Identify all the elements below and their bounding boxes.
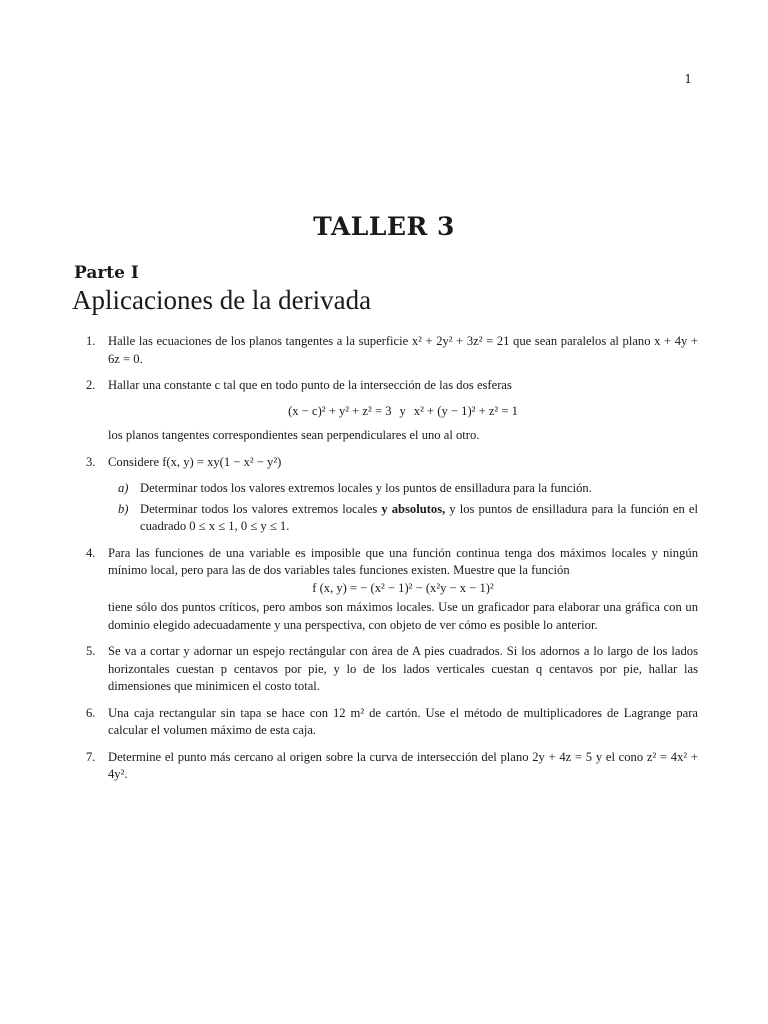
problem-number: 6. bbox=[86, 705, 96, 720]
problem-text: Hallar una constante c tal que en todo punto de la intersección de las dos esferas bbox=[108, 378, 512, 392]
equation-left: (x − c)² + y² + z² = 3 bbox=[288, 403, 392, 418]
problem-number: 2. bbox=[86, 378, 96, 392]
problem-text: Para las funciones de una variable es imposible que una función continua tenga dos máximos locales y ningún mínimo local, pero para las de dos variables tales funciones existen. Muestre que la función bbox=[108, 545, 698, 577]
subproblem-text: Determinar todos los valores extremos locales y los puntos de ensilladura para la función. bbox=[140, 481, 592, 495]
problem-2 bbox=[86, 377, 698, 445]
problem-text-after: tiene sólo dos puntos críticos, pero ambos son máximos locales. Use un graficador para elaborar una gráfica con un dominio elegido adecuadamente y una perspectiva, con objeto de ver cómo es posible lo anterior. bbox=[108, 600, 698, 632]
problem-3 bbox=[86, 454, 698, 536]
equation-right: x² + (y − 1)² + z² = 1 bbox=[413, 403, 518, 418]
section-title: Aplicaciones de la derivada bbox=[72, 285, 372, 315]
problem-list bbox=[86, 333, 698, 793]
problem-text: Determine el punto más cercano al origen sobre la curva de intersección del plano 2y + 4z = 5 y el cono z² = 4x² + 4y². bbox=[108, 749, 698, 781]
problem-text: Se va a cortar y adornar un espejo rectángular con área de A pies cuadrados. Si los adornos a lo largo de los lados horizontales cuestan p centavos por pie, y lo de los lados verticales cuestan q centavos por pie, hallar las dimensiones que minimicen el costo total. bbox=[108, 644, 698, 693]
display-equation bbox=[108, 403, 698, 421]
problem-7 bbox=[86, 749, 698, 784]
problem-number: 3. bbox=[86, 454, 96, 469]
page-number: 1 bbox=[684, 72, 692, 86]
display-equation: f (x, y) = − (x² − 1)² − (x²y − x − 1)² bbox=[312, 580, 494, 595]
problem-1 bbox=[86, 333, 698, 368]
subproblem-label: b) bbox=[118, 501, 129, 516]
subproblem-b bbox=[108, 501, 698, 536]
subproblem-bold-text: y absolutos, bbox=[381, 501, 446, 516]
subproblem-text bbox=[140, 501, 698, 536]
problem-text: Una caja rectangular sin tapa se hace con 12 m² de cartón. Use el método de multiplicadores de Lagrange para calcular el volumen máximo de esta caja. bbox=[108, 705, 698, 737]
problem-number: 5. bbox=[86, 644, 96, 658]
problem-6 bbox=[86, 705, 698, 740]
problem-text-after: los planos tangentes correspondientes sean perpendiculares el uno al otro. bbox=[108, 428, 480, 442]
problem-text: Halle las ecuaciones de los planos tangentes a la superficie x² + 2y² + 3z² = 21 que sean paralelos al plano x + 4y + 6z = 0. bbox=[108, 334, 698, 366]
problem-number: 4. bbox=[86, 545, 96, 560]
subproblem-text-before: Determinar todos los valores extremos locales bbox=[140, 501, 378, 516]
problem-5 bbox=[86, 643, 698, 696]
problem-number: 1. bbox=[86, 334, 96, 348]
equation-join: y bbox=[399, 403, 406, 418]
problem-text: Considere f(x, y) = xy(1 − x² − y²) bbox=[108, 454, 282, 469]
part-label: Parte I bbox=[74, 263, 139, 283]
problem-4 bbox=[86, 545, 698, 635]
subproblem-a bbox=[108, 480, 698, 498]
problem-number: 7. bbox=[86, 749, 96, 764]
document-title: TALLER 3 bbox=[313, 212, 455, 241]
subproblem-label: a) bbox=[118, 481, 129, 495]
subproblem-text-after: y los puntos de ensilladura para la función en el cuadrado 0 ≤ x ≤ 1, 0 ≤ y ≤ 1. bbox=[140, 501, 698, 533]
